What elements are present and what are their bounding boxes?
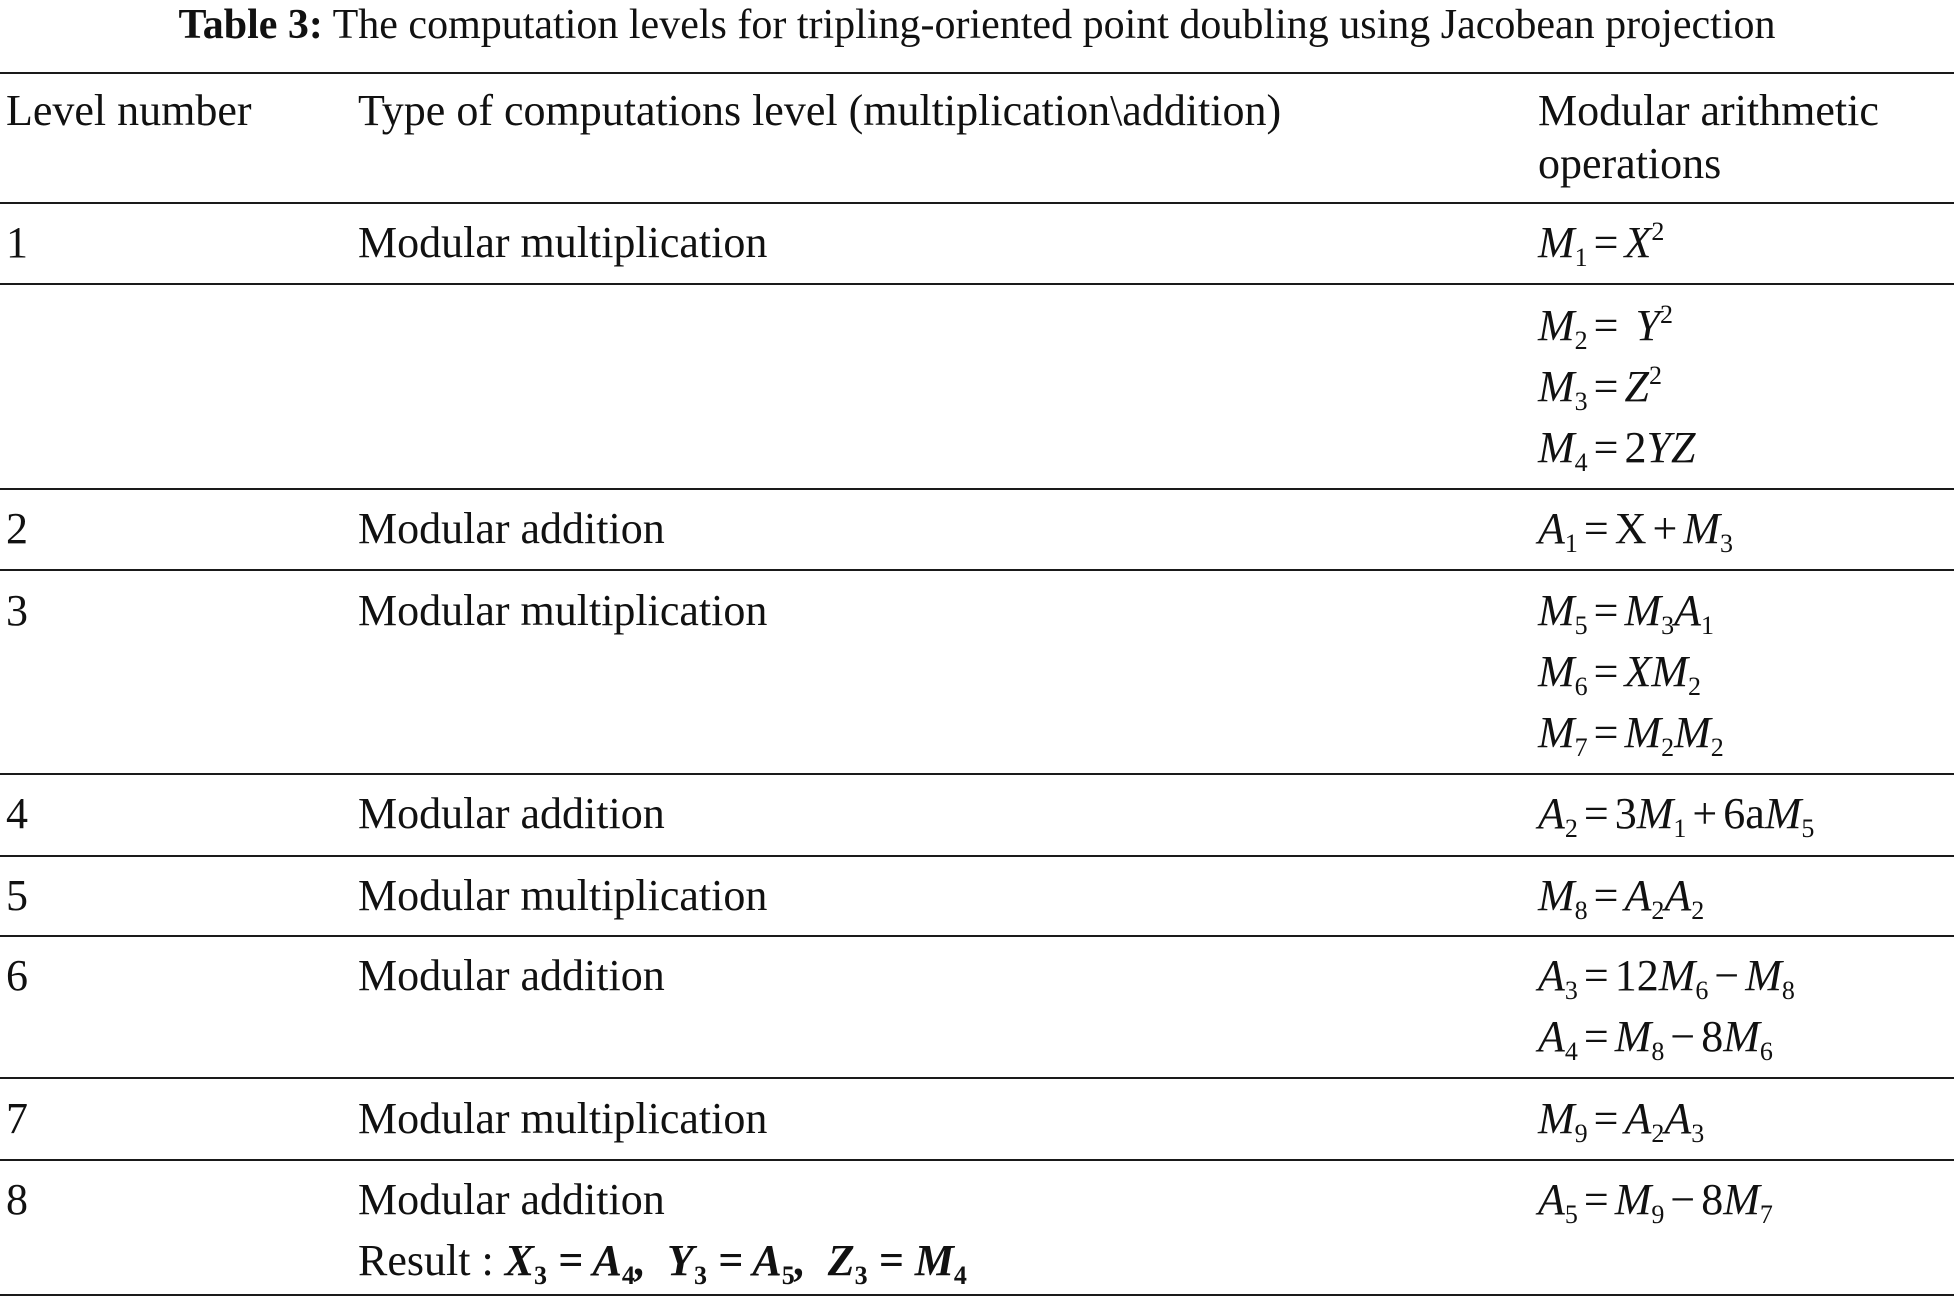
op-m9: $M_9 = A_2A_3$: [1538, 1094, 1705, 1148]
op-m8: $M_8 = A_2A_2$: [1538, 871, 1705, 925]
rule-row: [0, 935, 1954, 937]
op-a1: $A_1 = X + M_3$: [1538, 504, 1733, 558]
rule-row: [0, 283, 1954, 285]
row-level: 4: [6, 789, 28, 838]
row-type: Modular multiplication: [358, 218, 768, 267]
header-ops-line2: operations: [1538, 139, 1722, 188]
caption-text: The computation levels for tripling-oriented point doubling using Jacobean projection: [332, 2, 1776, 48]
row-type: Modular addition: [358, 504, 665, 553]
row-type: Modular multiplication: [358, 871, 768, 920]
row-type: Modular multiplication: [358, 586, 768, 635]
row-level: 2: [6, 504, 28, 553]
op-m5: $M_5 = M_3A_1$: [1538, 586, 1715, 640]
rule-top: [0, 72, 1954, 74]
table-caption: [0, 2, 1954, 48]
op-a2: $A_2 = 3M_1 + 6aM_5$: [1538, 789, 1815, 843]
op-m4: $M_4 = 2YZ$: [1538, 423, 1696, 477]
header-level: Level number: [6, 86, 252, 135]
op-a3: $A_3 = 12M_6 - M_8$: [1538, 951, 1795, 1005]
rule-row: [0, 1159, 1954, 1161]
row-type: Modular addition: [358, 1175, 665, 1224]
result-equations: $X_3 = A_4$, $Y_3 = A_5$, $Z_3 = M_4$: [504, 1236, 967, 1290]
row-level: 8: [6, 1175, 28, 1224]
op-m7: $M_7 = M_2M_2$: [1538, 708, 1724, 762]
row-type: Modular addition: [358, 951, 665, 1000]
rule-row: [0, 855, 1954, 857]
header-ops-line1: Modular arithmetic: [1538, 86, 1879, 135]
result-label: Result :: [358, 1236, 494, 1285]
row-type: Modular multiplication: [358, 1094, 768, 1143]
row-level: 5: [6, 871, 28, 920]
header-type: Type of computations level (multiplication\addition): [358, 86, 1282, 135]
op-m1: $M_1 = X^2$: [1538, 217, 1665, 272]
rule-row: [0, 488, 1954, 490]
row-level: 1: [6, 218, 28, 267]
row-level: 6: [6, 951, 28, 1000]
op-a5: $A_5 = M_9 - 8M_7$: [1538, 1175, 1773, 1229]
op-m2: $M_2 = Y^2$: [1538, 300, 1673, 355]
rule-bottom: [0, 1294, 1954, 1296]
rule-row: [0, 1077, 1954, 1079]
caption-label: Table 3:: [178, 2, 323, 48]
row-type: Modular addition: [358, 789, 665, 838]
rule-row: [0, 773, 1954, 775]
rule-row: [0, 569, 1954, 571]
row-level: 3: [6, 586, 28, 635]
result-line: [358, 1232, 967, 1290]
op-a4: $A_4 = M_8 - 8M_6$: [1538, 1012, 1773, 1066]
op-m3: $M_3 = Z^2$: [1538, 361, 1662, 416]
op-m6: $M_6 = XM_2$: [1538, 647, 1702, 701]
rule-header-bottom: [0, 202, 1954, 204]
row-level: 7: [6, 1094, 28, 1143]
